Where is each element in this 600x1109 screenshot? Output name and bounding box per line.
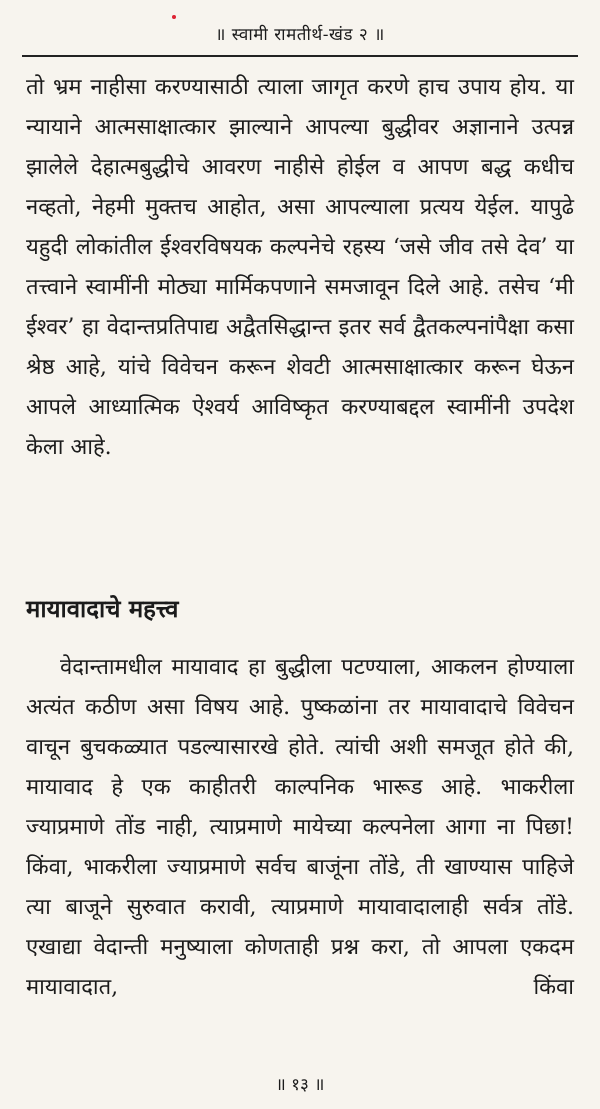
section-heading: मायावादाचे महत्त्व (26, 595, 179, 623)
ink-speck (172, 15, 176, 19)
paragraph-1: तो भ्रम नाहीसा करण्यासाठी त्याला जागृत करणे हाच उपाय होय. या न्यायाने आत्मसाक्षात्कार झाल्याने आपल्या बुद्धीवर अज्ञानाने उत्पन्न झालेले देहात्मबुद्धीचे आवरण नाहीसे होईल व आपण बद्ध कधीच नव्हतो, नेहमी मुक्तच आहोत, असा आपल्याला प्रत्यय येईल. यापुढे यहुदी लोकांतील ईश्वरविषयक कल्पनेचे रहस्य ‘जसे जीव तसे देव’ या तत्त्वाने स्वामींनी मोठ्या मार्मिकपणाने समजावून दिले आहे. तसेच ‘मी ईश्वर’ हा वेदान्तप्रतिपाद्य अद्वैतसिद्धान्त इतर सर्व द्वैतकल्पनांपैक्षा कसा श्रेष्ठ आहे, यांचे विवेचन करून शेवटी आत्मसाक्षात्कार करून घेऊन आपले आध्यात्मिक ऐश्वर्य आविष्कृत करण्याबद्दल स्वामींनी उपदेश केला आहे. (26, 75, 574, 460)
paragraph-2: वेदान्तामधील मायावाद हा बुद्धीला पटण्याला, आकलन होण्याला अत्यंत कठीण असा विषय आहे. पुष्कळांना तर मायावादाचे विवेचन वाचून बुचकळ्यात पडल्यासारखे होते. त्यांची अशी समजूत होते की, मायावाद हे एक काहीतरी काल्पनिक भारूड आहे. भाकरीला ज्याप्रमाणे तोंड नाही, त्याप्रमाणे मायेच्या कल्पनेला आगा ना पिछा! किंवा, भाकरीला ज्याप्रमाणे सर्वच बाजूंना तोंडे, ती खाण्यास पाहिजे त्या बाजूने सुरुवात करावी, त्याप्रमाणे मायावादालाही सर्वत्र तोंडे. एखाद्या वेदान्ती मनुष्याला कोणताही प्रश्न करा, तो आपला एकदम मायावादात, किंवा (26, 655, 574, 1000)
page-number: ॥ १३ ॥ (275, 1075, 325, 1095)
header-rule (22, 55, 578, 57)
running-header: ॥ स्वामी रामतीर्थ-खंड २ ॥ (215, 25, 385, 45)
